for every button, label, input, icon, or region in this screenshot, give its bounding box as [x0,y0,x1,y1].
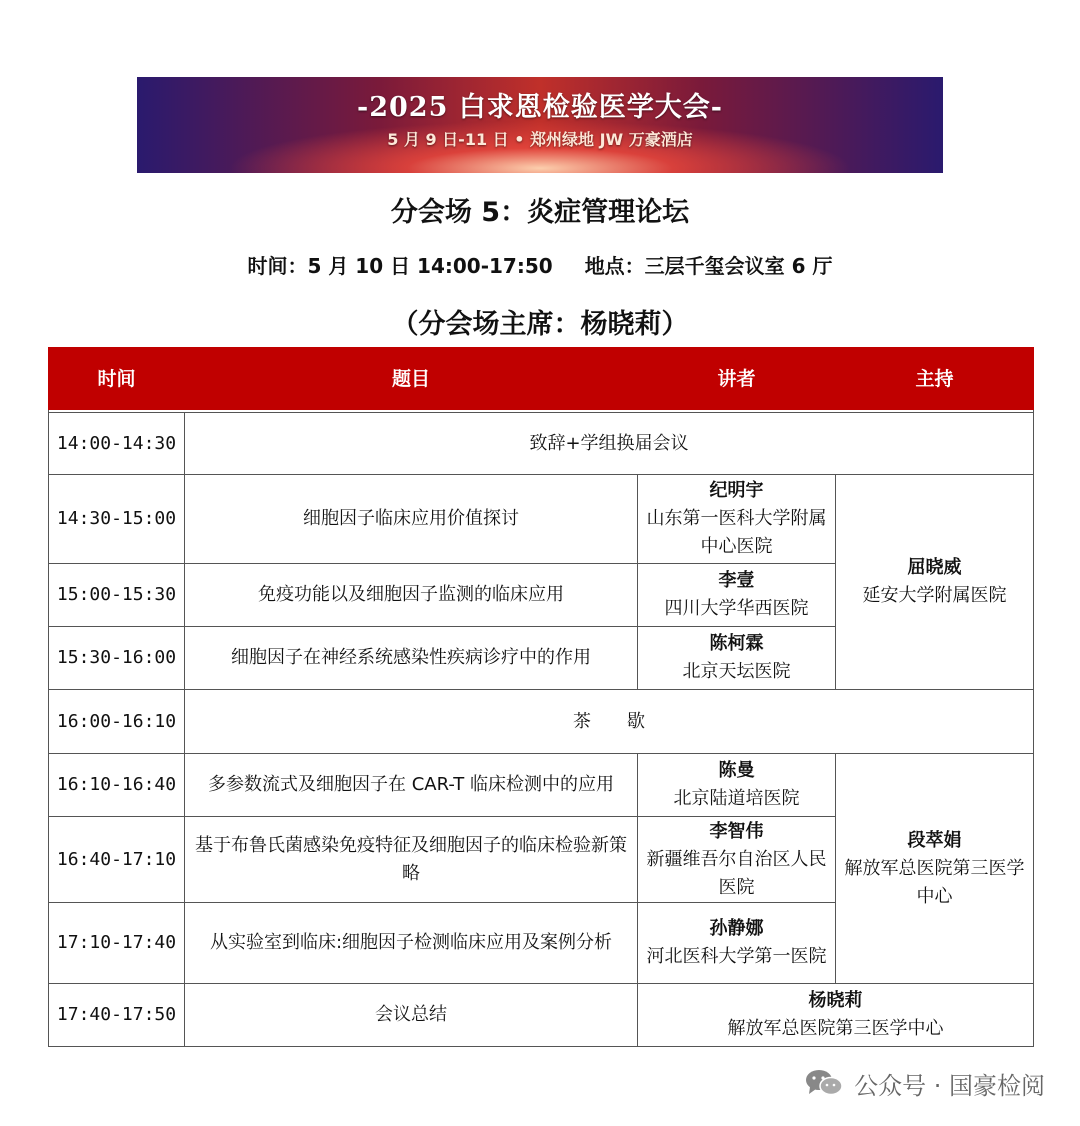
banner-subtitle: 5 月 9 日-11 日 • 郑州绿地 JW 万豪酒店 [387,130,693,149]
host-name: 屈晓威 [907,557,962,578]
row-topic: 多参数流式及细胞因子在 CAR-T 临床检测中的应用 [185,754,638,817]
table-row [49,754,1034,817]
host-cell [836,754,1034,984]
row-speaker [638,564,836,627]
row-speaker [638,754,836,817]
host-org: 延安大学附属医院 [862,585,1007,606]
row-time: 16:40-17:10 [49,817,185,903]
header-time: 时间 [49,348,185,410]
speaker-org: 解放军总医院第三医学中心 [727,1018,944,1039]
row-time: 15:30-16:00 [49,627,185,690]
footer-watermark [804,1065,1045,1101]
row-time: 15:00-15:30 [49,564,185,627]
header-host: 主持 [836,348,1034,410]
row-topic: 细胞因子在神经系统感染性疾病诊疗中的作用 [185,627,638,690]
speaker-org: 四川大学华西医院 [664,598,809,619]
row-speaker [638,475,836,564]
row-topic: 会议总结 [185,984,638,1047]
session-time-location [0,250,1080,279]
row-speaker [638,984,1034,1047]
speaker-org: 山东第一医科大学附属中心医院 [646,508,827,557]
host-cell [836,475,1034,690]
schedule-table [48,347,1034,1047]
table-row [49,690,1034,754]
session-title: 分会场 5：炎症管理论坛 [390,197,690,228]
session-time: 时间：5 月 10 日 14:00-17:50 [247,254,553,278]
speaker-org: 北京陆道培医院 [673,788,800,809]
row-speaker [638,817,836,903]
conference-banner [137,77,943,173]
wechat-icon [804,1068,844,1098]
speaker-name: 李壹 [718,570,755,591]
table-row [49,413,1034,475]
row-time: 16:10-16:40 [49,754,185,817]
row-topic: 细胞因子临床应用价值探讨 [185,475,638,564]
session-location: 地点：三层千玺会议室 6 厅 [584,254,833,278]
row-speaker [638,627,836,690]
row-topic: 致辞+学组换届会议 [185,413,1034,475]
speaker-org: 新疆维吾尔自治区人民医院 [646,848,827,898]
banner-title: -2025 白求恩检验医学大会- [357,92,723,123]
row-time: 17:10-17:40 [49,903,185,984]
speaker-name: 李智伟 [709,820,764,842]
speaker-org: 北京天坛医院 [682,661,791,682]
row-time: 16:00-16:10 [49,690,185,754]
row-time: 17:40-17:50 [49,984,185,1047]
session-chair: （分会场主席：杨晓莉） [391,309,689,340]
header-speaker: 讲者 [638,348,836,410]
speaker-name: 纪明宇 [709,480,764,501]
host-org: 解放军总医院第三医学中心 [844,857,1025,907]
speaker-name: 陈曼 [718,760,755,781]
row-topic: 茶 歇 [185,690,1034,754]
row-speaker [638,903,836,984]
row-time: 14:00-14:30 [49,413,185,475]
row-topic: 基于布鲁氏菌感染免疫特征及细胞因子的临床检验新策略 [185,817,638,903]
speaker-name: 孙静娜 [709,918,764,939]
row-topic: 免疫功能以及细胞因子监测的临床应用 [185,564,638,627]
row-topic: 从实验室到临床:细胞因子检测临床应用及案例分析 [185,903,638,984]
host-name: 段萃娟 [907,829,962,851]
speaker-org: 河北医科大学第一医院 [646,946,827,967]
speaker-name: 杨晓莉 [808,990,863,1011]
footer-text: 公众号 · 国豪检阅 [854,1071,1045,1100]
speaker-name: 陈柯霖 [709,633,764,654]
row-time: 14:30-15:00 [49,475,185,564]
table-header-row [49,348,1034,410]
table-row [49,475,1034,564]
table-row [49,984,1034,1047]
header-topic: 题目 [185,348,638,410]
